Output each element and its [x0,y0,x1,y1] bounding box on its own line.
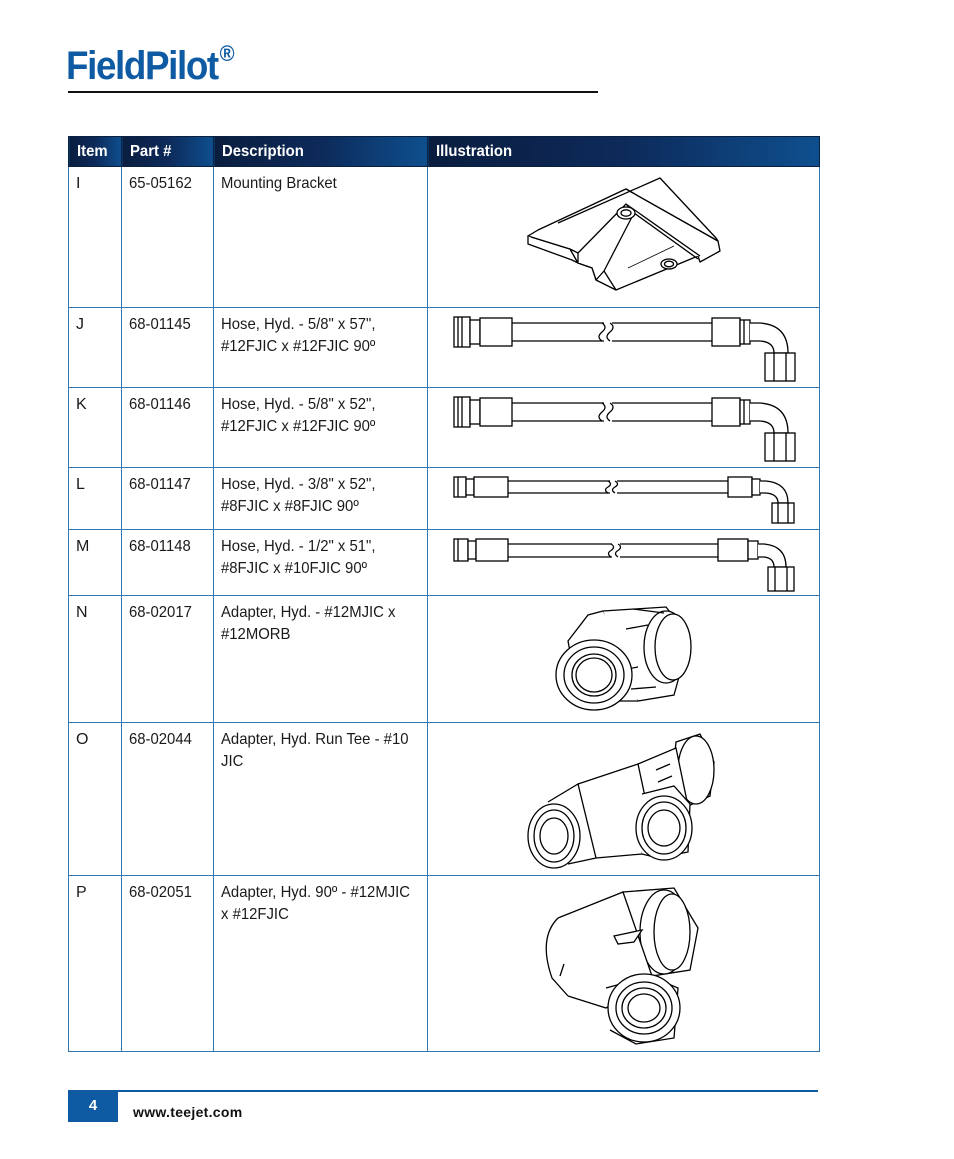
mounting-bracket-drawing [428,168,820,306]
table-row [69,167,820,308]
description-cell: Adapter, Hyd. Run Tee - #10 JIC [214,723,428,876]
illustration-cell [428,308,820,388]
description-cell: Mounting Bracket [214,167,428,308]
parts-table [68,136,820,1052]
table-row [69,876,820,1052]
table-row [69,723,820,876]
hose-medium-drawing [428,531,820,595]
hose-large-drawing [428,389,820,467]
part-number-cell: 68-02051 [122,876,214,1052]
part-number-cell: 68-02017 [122,596,214,723]
item-cell: I [69,167,122,308]
item-cell: N [69,596,122,723]
illustration-cell [428,876,820,1052]
table-row [69,596,820,723]
description-cell: Hose, Hyd. - 3/8" x 52", #8FJIC x #8FJIC 90º [214,468,428,530]
illustration-cell [428,530,820,596]
header-illustration: Illustration [428,137,820,167]
website-link[interactable]: www.teejet.com [133,1104,243,1120]
header-rule [68,91,598,93]
illustration-cell [428,596,820,723]
part-number-cell: 68-01147 [122,468,214,530]
illustration-cell [428,468,820,530]
item-cell: P [69,876,122,1052]
description-cell: Adapter, Hyd. - #12MJIC x #12MORB [214,596,428,723]
table-row [69,308,820,388]
run-tee-drawing [428,724,820,874]
footer-rule [68,1090,818,1092]
table-row [69,388,820,468]
item-cell: L [69,468,122,530]
description-cell: Hose, Hyd. - 5/8" x 52", #12FJIC x #12FJIC 90º [214,388,428,468]
part-number-cell: 68-01148 [122,530,214,596]
item-cell: J [69,308,122,388]
table-header-row [69,137,820,167]
header-item: Item [69,137,122,167]
hose-small-drawing [428,469,820,529]
description-cell: Hose, Hyd. - 1/2" x 51", #8FJIC x #10FJIC 90º [214,530,428,596]
illustration-cell [428,388,820,468]
header-part-number: Part # [122,137,214,167]
item-cell: M [69,530,122,596]
part-number-cell: 68-02044 [122,723,214,876]
part-number-cell: 68-01146 [122,388,214,468]
part-number-cell: 68-01145 [122,308,214,388]
table-row [69,530,820,596]
illustration-cell [428,723,820,876]
description-cell: Hose, Hyd. - 5/8" x 57", #12FJIC x #12FJIC 90º [214,308,428,388]
registered-mark: ® [219,40,235,66]
hose-large-drawing [428,309,820,387]
straight-adapter-drawing [428,597,820,721]
header-description: Description [214,137,428,167]
illustration-cell [428,167,820,308]
page-number: 4 [68,1090,118,1122]
part-number-cell: 65-05162 [122,167,214,308]
item-cell: K [69,388,122,468]
fieldpilot-logo [66,40,235,89]
elbow-adapter-drawing [428,878,820,1050]
table-row [69,468,820,530]
brand-name: FieldPilot [66,44,218,88]
item-cell: O [69,723,122,876]
description-cell: Adapter, Hyd. 90º - #12MJIC x #12FJIC [214,876,428,1052]
